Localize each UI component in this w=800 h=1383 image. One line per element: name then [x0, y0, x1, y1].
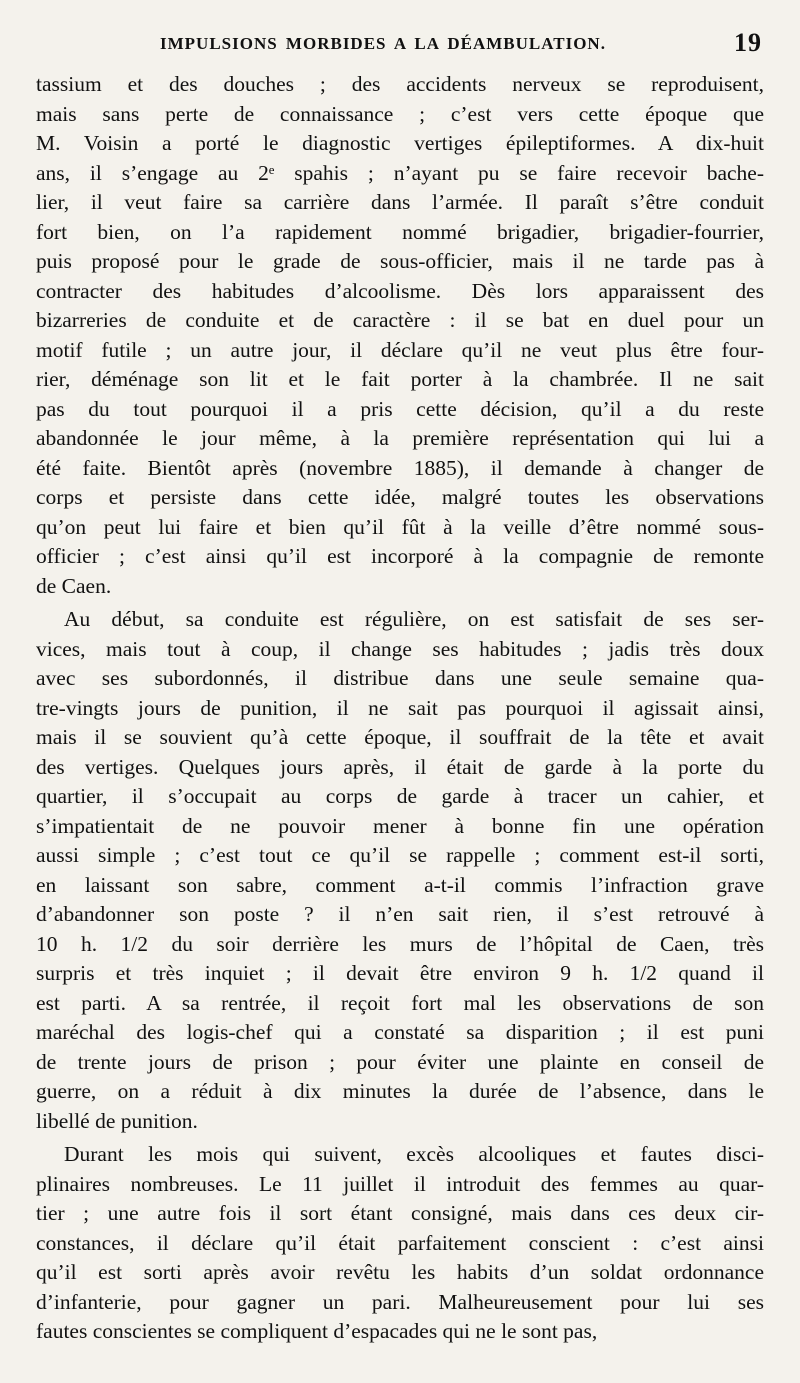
text-line: plinaires nombreuses. Le 11 juillet il introduit des femmes au quar-: [36, 1171, 764, 1196]
text-line: quartier, il s’occupait au corps de garde à tracer un cahier, et: [36, 784, 764, 808]
text-line: d’abandonner son poste ? il n’en sait rien, il s’est retrouvé à: [36, 902, 764, 926]
paragraph: [36, 70, 764, 601]
text-line: été faite. Bientôt après (novembre 1885), il demande à changer de: [36, 455, 764, 480]
text-line: tre-vingts jours de punition, il ne sait pas pourquoi il agissait ainsi,: [36, 695, 764, 720]
text-line: de Caen.: [36, 573, 112, 598]
text-line: ans, il s’engage au 2ᵉ spahis ; n’ayant pu se faire recevoir bache-: [36, 160, 764, 185]
text-line: aussi simple ; c’est tout ce qu’il se rappelle ; comment est-il sorti,: [36, 843, 764, 867]
running-title: IMPULSIONS MORBIDES A LA DÉAMBULATION.: [160, 34, 606, 53]
text-line: rier, déménage son lit et le fait porter à la chambrée. Il ne sait: [36, 367, 764, 391]
body-text: [36, 70, 764, 1347]
text-line: en laissant son sabre, comment a-t-il commis l’infraction grave: [36, 872, 764, 897]
text-line: tier ; une autre fois il sort étant consigné, mais dans ces deux cir-: [36, 1201, 764, 1225]
text-line: Au début, sa conduite est régulière, on est satisfait de ses ser-: [64, 607, 764, 631]
text-line: abandonnée le jour même, à la première représentation qui lui a: [36, 426, 764, 450]
text-line: maréchal des logis-chef qui a constaté sa disparition ; il est puni: [36, 1020, 764, 1044]
text-line: vices, mais tout à coup, il change ses habitudes ; jadis très doux: [36, 636, 764, 661]
text-line: fautes conscientes se compliquent d’espacades qui ne le sont pas,: [36, 1319, 598, 1343]
text-line: de trente jours de prison ; pour éviter une plainte en conseil de: [36, 1049, 764, 1074]
paragraph: [36, 605, 764, 1136]
text-line: M. Voisin a porté le diagnostic vertiges épileptiformes. A dix-huit: [36, 131, 764, 155]
text-line: tassium et des douches ; des accidents nerveux se reproduisent,: [36, 72, 764, 96]
text-line: guerre, on a réduit à dix minutes la durée de l’absence, dans le: [36, 1079, 764, 1103]
text-line: lier, il veut faire sa carrière dans l’armée. Il paraît s’être conduit: [36, 190, 764, 214]
text-line: corps et persiste dans cette idée, malgré toutes les observations: [36, 485, 764, 509]
text-line: mais sans perte de connaissance ; c’est vers cette époque que: [36, 101, 764, 126]
text-line: mais il se souvient qu’à cette époque, il souffrait de la tête et avait: [36, 725, 764, 749]
text-line: bizarreries de conduite et de caractère : il se bat en duel pour un: [36, 308, 764, 332]
text-line: surpris et très inquiet ; il devait être environ 9 h. 1/2 quand il: [36, 961, 764, 985]
paragraph: [36, 1140, 764, 1347]
text-line: puis proposé pour le grade de sous-officier, mais il ne tarde pas à: [36, 249, 764, 273]
text-line: d’infanterie, pour gagner un pari. Malheureusement pour lui ses: [36, 1289, 764, 1314]
text-line: qu’il est sorti après avoir revêtu les habits d’un soldat ordonnance: [36, 1260, 764, 1284]
text-line: fort bien, on l’a rapidement nommé brigadier, brigadier-fourrier,: [36, 219, 764, 244]
page-number: 19: [734, 28, 762, 57]
text-line: qu’on peut lui faire et bien qu’il fût à la veille d’être nommé sous-: [36, 514, 764, 539]
text-line: Durant les mois qui suivent, excès alcooliques et fautes disci-: [64, 1142, 764, 1166]
running-head: [36, 28, 764, 70]
text-line: officier ; c’est ainsi qu’il est incorporé à la compagnie de remonte: [36, 544, 764, 568]
text-line: avec ses subordonnés, il distribue dans une seule semaine qua-: [36, 666, 764, 690]
text-line: libellé de punition.: [36, 1108, 198, 1133]
text-line: contracter des habitudes d’alcoolisme. Dès lors apparaissent des: [36, 278, 764, 303]
text-line: est parti. A sa rentrée, il reçoit fort mal les observations de son: [36, 990, 764, 1015]
text-line: pas du tout pourquoi il a pris cette décision, qu’il a du reste: [36, 396, 764, 421]
text-line: s’impatientait de ne pouvoir mener à bonne fin une opération: [36, 813, 764, 838]
text-line: des vertiges. Quelques jours après, il était de garde à la porte du: [36, 754, 764, 779]
text-line: constances, il déclare qu’il était parfaitement conscient : c’est ainsi: [36, 1230, 764, 1255]
text-line: 10 h. 1/2 du soir derrière les murs de l’hôpital de Caen, très: [36, 931, 764, 956]
text-line: motif futile ; un autre jour, il déclare qu’il ne veut plus être four-: [36, 337, 764, 362]
